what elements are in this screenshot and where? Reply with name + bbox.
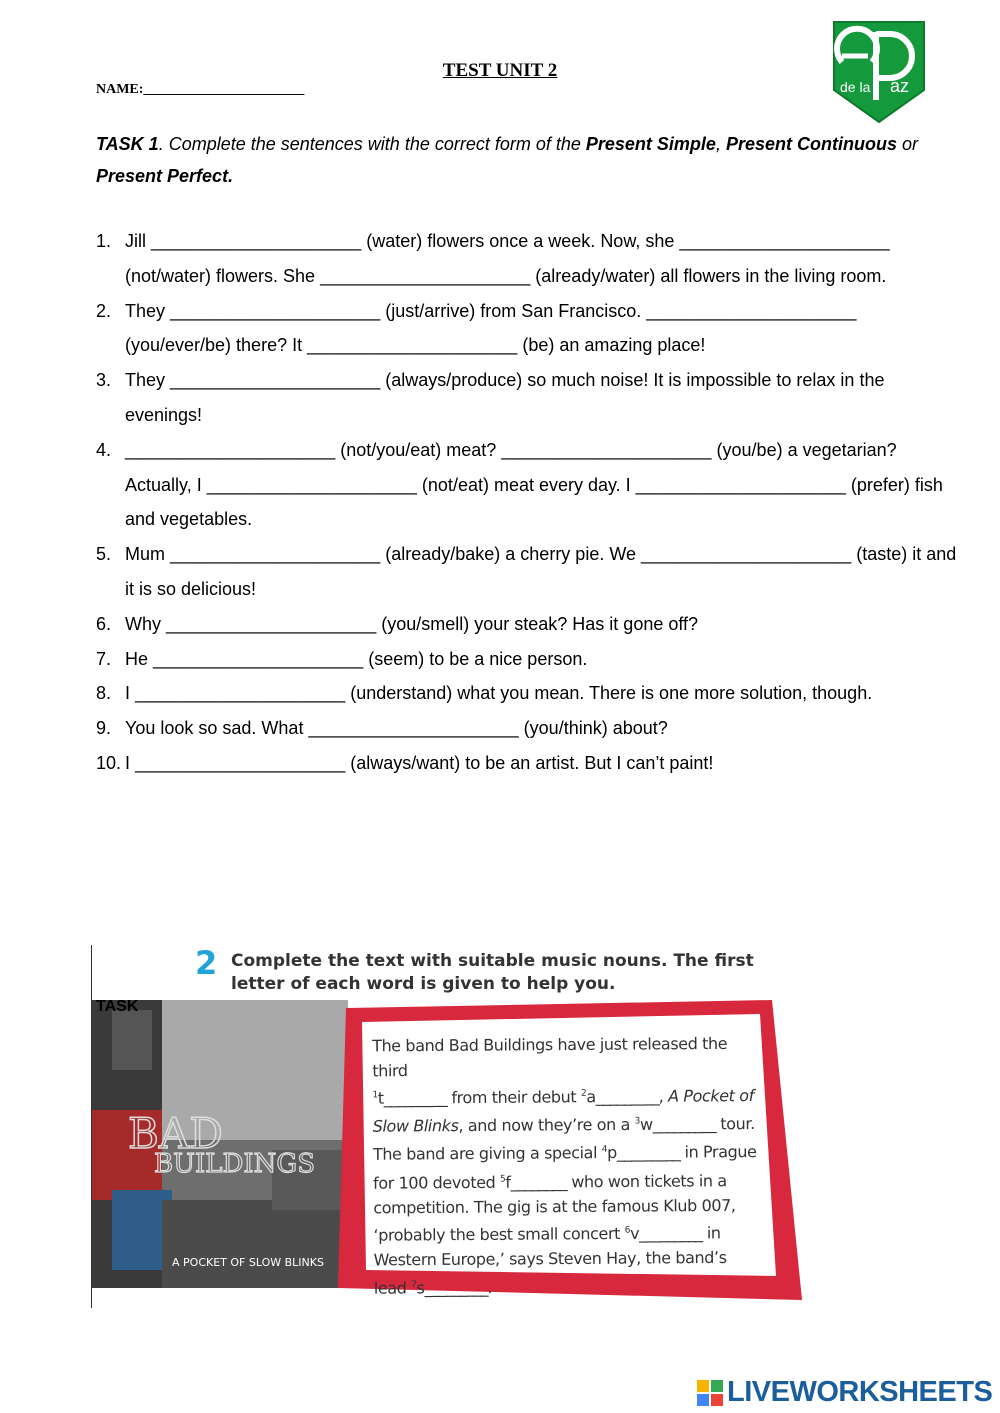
album-name-italic: A Pocket of Slow Blinks [372, 1086, 754, 1137]
album-subtitle: A POCKET OF SLOW BLINKS [172, 1256, 324, 1269]
list-item [96, 711, 966, 746]
item-text: Why _____________________ (you/smell) your steak? Has it gone off? [125, 613, 699, 634]
gap-blank[interactable]: _________ [595, 1087, 659, 1107]
page-title: TEST UNIT 2 [442, 60, 558, 81]
item-text: _____________________ (not/you/eat) meat? _____________________ (you/be) a vegetarian? Actually, I _____________________ (not/eat) meat every day. I _____________________ (prefer) fish and vegetables. [125, 439, 943, 530]
task1-instruction [96, 128, 966, 192]
item-number: 4. [96, 439, 112, 460]
gap-first-letter: v [629, 1224, 640, 1244]
item-number: 8. [96, 683, 112, 704]
task1-instruction-text: . Complete the sentences with the correct form of the [158, 134, 586, 154]
card-sentence: , [658, 1087, 669, 1107]
list-item [96, 746, 966, 781]
gap-number: 3 [634, 1116, 640, 1127]
tense-present-perfect: Present Perfect. [96, 166, 234, 186]
item-number: 2. [96, 300, 112, 321]
item-number: 6. [96, 613, 112, 634]
item-text: He _____________________ (seem) to be a nice person. [125, 648, 588, 669]
gap-number: 4 [601, 1145, 608, 1156]
album-cover-image [92, 1000, 348, 1288]
gap-blank[interactable]: _________ [616, 1143, 680, 1163]
album-title-line1: BAD [128, 1109, 223, 1158]
item-text: Mum _____________________ (already/bake) a cherry pie. We _____________________ (taste) it and it is so delicious! [125, 544, 957, 599]
name-field-label: NAME:_______________________ [96, 82, 305, 97]
list-item [96, 537, 966, 607]
task2-instruction: Complete the text with suitable music nouns. The first letter of each word is given to help you. [231, 951, 754, 994]
item-number: 9. [96, 718, 112, 739]
album-title-line2: BUILDINGS [154, 1149, 316, 1179]
list-item [96, 676, 966, 711]
list-item [96, 607, 966, 642]
task2-number: 2 [195, 944, 218, 982]
card-sentence: , and now they’re on a [458, 1115, 635, 1136]
item-text: They _____________________ (just/arrive) from San Francisco. _____________________ (you/ever/be) there? It _____________________ (be) an amazing place! [125, 300, 857, 356]
item-number: 3. [96, 370, 112, 391]
list-item [96, 224, 966, 294]
card-sentence: in Western Europe,’ says Steven Hay, the band’s lead [373, 1223, 727, 1298]
item-text: They _____________________ (always/produce) so much noise! It is impossible to relax in the evenings! [125, 370, 885, 425]
task1-sentence-list [96, 224, 966, 781]
tense-present-simple: Present Simple [585, 134, 716, 154]
gap-number: 5 [499, 1173, 506, 1184]
list-item [96, 642, 966, 677]
item-number: 10. [96, 752, 122, 773]
gap-number: 6 [624, 1225, 631, 1236]
svg-text:az: az [890, 76, 910, 96]
svg-text:de la: de la [840, 79, 871, 95]
gap-first-letter: f [505, 1172, 511, 1192]
gap-blank[interactable]: ________ [510, 1171, 567, 1192]
gap-blank[interactable]: _________ [652, 1114, 716, 1135]
gap-number: 1 [372, 1090, 378, 1101]
gap-number: 2 [580, 1089, 587, 1100]
item-text: Jill _____________________ (water) flowers once a week. Now, she _____________________ (not/water) flowers. She _____________________ (already/water) all flowers in the living room. [125, 231, 890, 286]
gap-blank[interactable]: _________ [383, 1088, 447, 1109]
gap-first-letter: a [586, 1087, 596, 1107]
task2-label: TASK [96, 998, 139, 1015]
item-text: You look so sad. What _____________________ (you/think) about? [125, 718, 668, 739]
list-item [96, 294, 966, 364]
gap-fill-text [372, 1032, 764, 1302]
gap-blank[interactable]: _________ [424, 1277, 488, 1298]
item-number: 5. [96, 544, 112, 565]
separator-or: or [896, 134, 918, 154]
gap-first-letter: s [416, 1278, 425, 1298]
card-sentence: The band Bad Buildings have just released the third [372, 1033, 728, 1081]
item-text: I _____________________ (always/want) to be an artist. But I can’t paint! [125, 752, 714, 773]
list-item [96, 363, 966, 433]
task1-label: TASK 1 [96, 134, 159, 154]
gap-first-letter: w [639, 1115, 653, 1135]
gap-first-letter: p [607, 1143, 617, 1163]
card-sentence: tour. The band are giving a special [372, 1114, 755, 1165]
item-text: I _____________________ (understand) what you mean. There is one more solution, though. [125, 683, 873, 704]
card-sentence: who won tickets in a competition. The gig is at the famous Klub 007, ‘probably the best small concert [373, 1170, 736, 1245]
gap-blank[interactable]: _________ [639, 1223, 703, 1244]
item-number: 7. [96, 648, 112, 669]
gap-first-letter: t [377, 1089, 384, 1109]
item-number: 1. [96, 231, 112, 251]
card-sentence: in Prague for 100 devoted [373, 1142, 757, 1193]
card-sentence: . [487, 1277, 493, 1297]
liveworksheets-icon [697, 1380, 723, 1406]
footer-brand[interactable]: LIVEWORKSHEETS [727, 1376, 993, 1408]
gap-number: 7 [411, 1280, 417, 1291]
separator: , [715, 134, 726, 154]
list-item [96, 433, 966, 537]
tense-present-continuous: Present Continuous [725, 134, 897, 154]
card-sentence: from their debut [446, 1087, 582, 1108]
school-logo [832, 20, 926, 124]
